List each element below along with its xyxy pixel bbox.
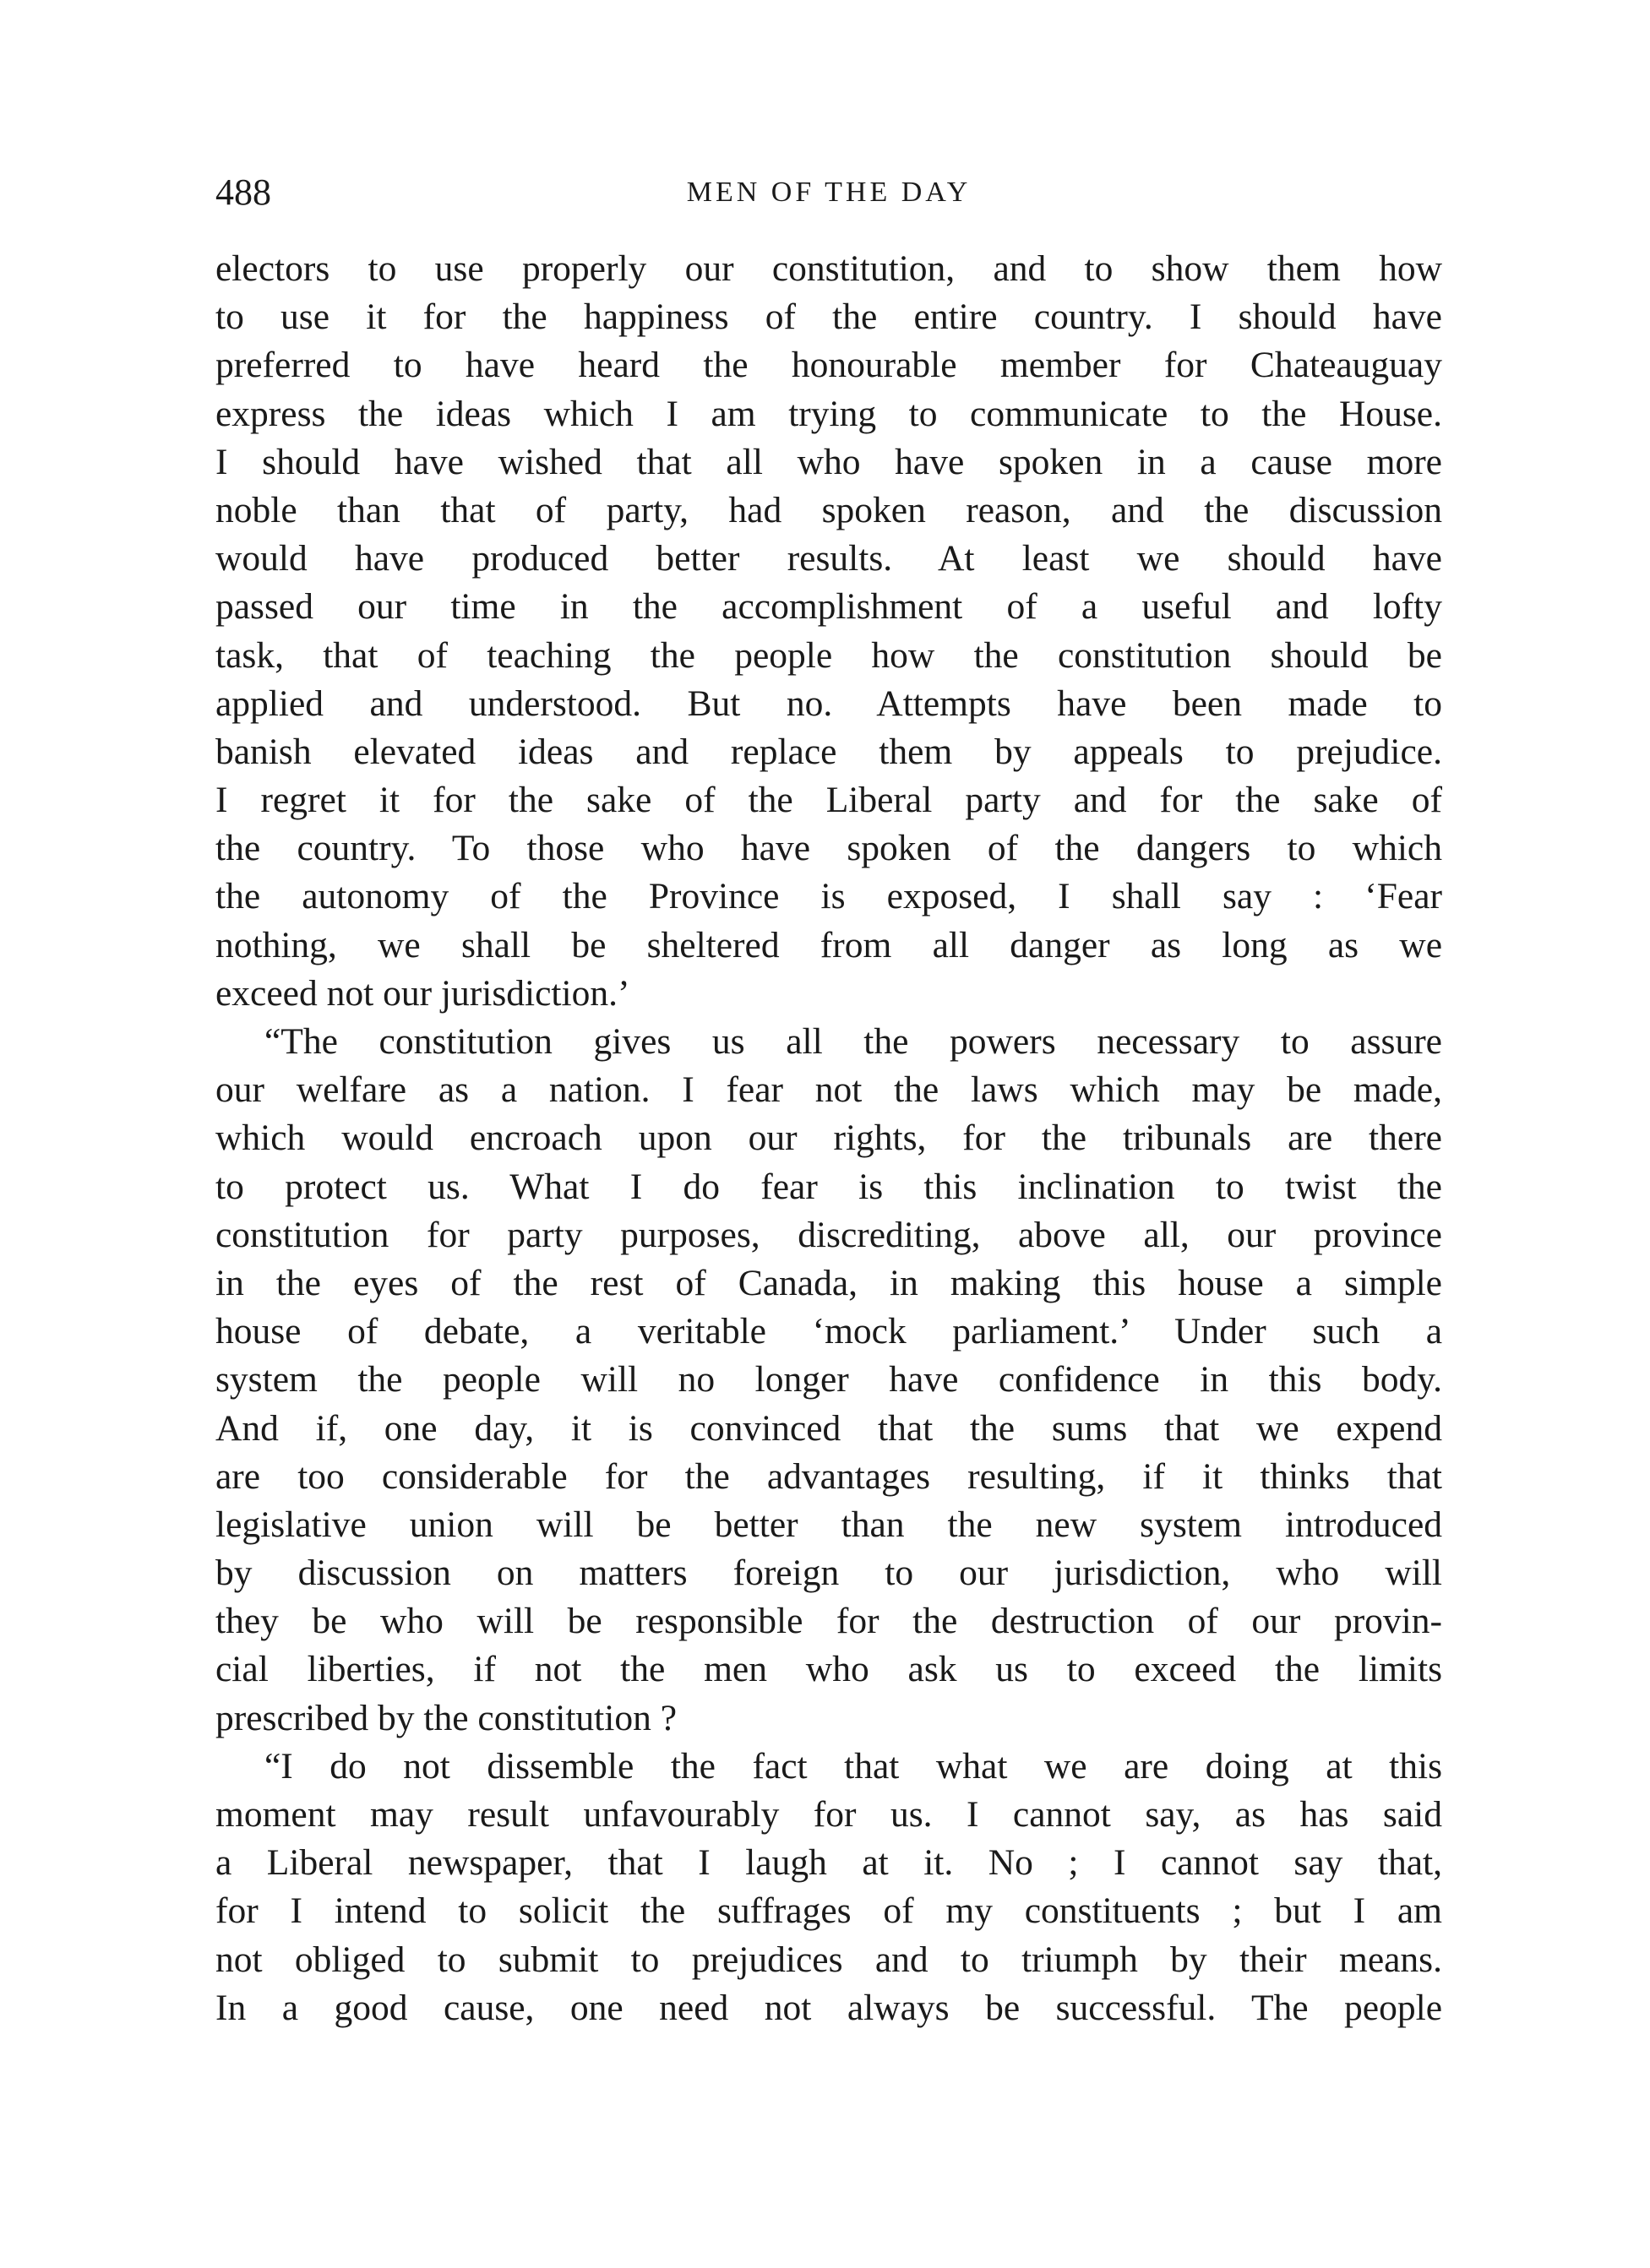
text-line: exceed not our jurisdiction.’ (215, 972, 630, 1014)
text-line: system the people will no longer have confidence in this body. (215, 1359, 1442, 1401)
text-line: are too considerable for the advantages resulting, if it thinks that (215, 1455, 1442, 1497)
text-line: they be who will be responsible for the destruction of our provin- (215, 1601, 1442, 1642)
page-number: 488 (215, 171, 271, 213)
text-line: prescribed by the constitution ? (215, 1697, 678, 1738)
text-line: in the eyes of the rest of Canada, in making this house a simple (215, 1262, 1442, 1303)
text-line: In a good cause, one need not always be successful. The people (215, 1987, 1442, 2028)
text-line: banish elevated ideas and replace them by appeals to prejudice. (215, 731, 1442, 772)
text-line: express the ideas which I am trying to communicate to the House. (215, 393, 1442, 434)
text-line: “The constitution gives us all the powers necessary to assure (264, 1021, 1442, 1062)
text-line: would have produced better results. At least we should have (215, 538, 1442, 579)
text-line: noble than that of party, had spoken reason, and the discussion (215, 489, 1442, 530)
text-line: cial liberties, if not the men who ask us to exceed the limits (215, 1649, 1442, 1690)
text-line: a Liberal newspaper, that I laugh at it. No ; I cannot say that, (215, 1842, 1442, 1884)
page-header (215, 167, 1442, 218)
text-line: preferred to have heard the honourable member for Chateauguay (215, 345, 1442, 386)
text-line: I regret it for the sake of the Liberal party and for the sake of (215, 780, 1442, 821)
text-line: legislative union will be better than the new system introduced (215, 1504, 1442, 1545)
text-line: to use it for the happiness of the entire country. I should have (215, 296, 1442, 338)
text-line: “I do not dissemble the fact that what we are doing at this (264, 1745, 1442, 1787)
text-line: passed our time in the accomplishment of a useful and lofty (215, 586, 1442, 628)
text-line: which would encroach upon our rights, for the tribunals are there (215, 1118, 1442, 1159)
text-line: applied and understood. But no. Attempts have been made to (215, 683, 1442, 724)
text-line: to protect us. What I do fear is this inclination to twist the (215, 1166, 1442, 1207)
running-title: MEN OF THE DAY (686, 177, 972, 208)
text-line: constitution for party purposes, discrediting, above all, our province (215, 1214, 1442, 1255)
text-line: I should have wished that all who have spoken in a cause more (215, 441, 1442, 482)
text-line: our welfare as a nation. I fear not the laws which may be made, (215, 1069, 1442, 1111)
text-line: house of debate, a veritable ‘mock parliament.’ Under such a (215, 1311, 1442, 1352)
text-line: moment may result unfavourably for us. I cannot say, as has said (215, 1794, 1442, 1835)
text-line: And if, one day, it is convinced that the sums that we expend (215, 1407, 1442, 1449)
text-line: by discussion on matters foreign to our jurisdiction, who will (215, 1553, 1442, 1594)
text-line: nothing, we shall be sheltered from all danger as long as we (215, 924, 1442, 965)
text-line: not obliged to submit to prejudices and to triumph by their means. (215, 1939, 1442, 1980)
text-line: task, that of teaching the people how the constitution should be (215, 634, 1442, 676)
text-line: the country. To those who have spoken of the dangers to which (215, 828, 1442, 869)
text-line: electors to use properly our constitution, and to show them how (215, 248, 1442, 289)
text-line: the autonomy of the Province is exposed, I shall say : ‘Fear (215, 876, 1442, 917)
body-text (215, 245, 1442, 2032)
text-line: for I intend to solicit the suffrages of my constituents ; but I am (215, 1890, 1442, 1932)
